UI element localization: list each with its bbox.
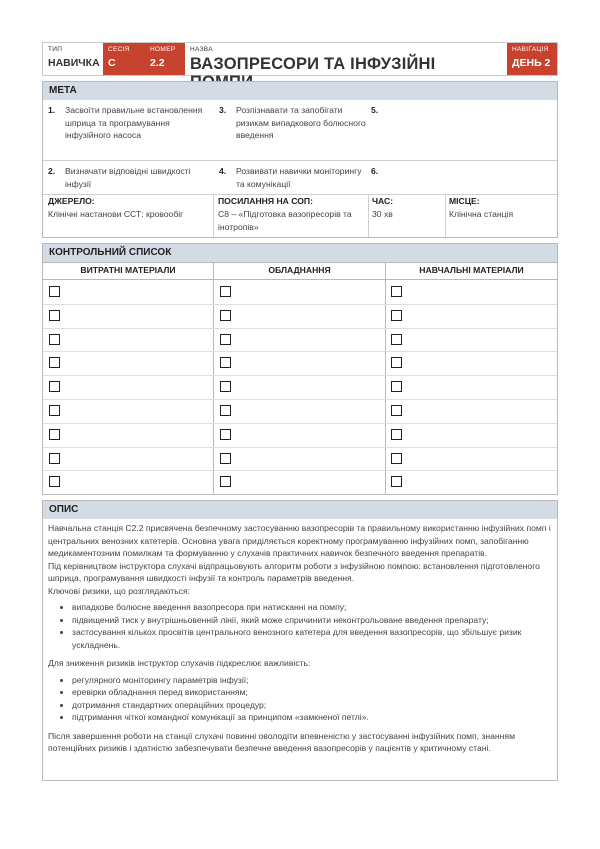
column-header-consumables: ВИТРАТНІ МАТЕРІАЛИ bbox=[80, 265, 176, 275]
checkbox-training-2[interactable] bbox=[391, 310, 402, 321]
source-value: Клінічні настанови ССТ: кровообіг bbox=[48, 209, 184, 219]
description-title: ОПИС bbox=[43, 501, 557, 519]
checkbox-consumables-9[interactable] bbox=[49, 476, 60, 487]
list-item: • регулярного моніторингу параметрів інфузії; bbox=[72, 674, 553, 687]
goal-item-2: 2. Визначати відповідні швидкості інфузії bbox=[48, 166, 191, 189]
number-label: НОМЕР bbox=[150, 46, 176, 53]
header-bar bbox=[42, 42, 558, 76]
sop-value: C8 – «Підготовка вазопресорів та інотропів» bbox=[218, 209, 352, 232]
checkbox-equipment-1[interactable] bbox=[220, 286, 231, 297]
type-label: ТИП bbox=[48, 46, 63, 53]
description-paragraph-3: Ключові ризики, що розглядаються: bbox=[48, 585, 191, 596]
checkbox-training-6[interactable] bbox=[391, 405, 402, 416]
nav-cell[interactable] bbox=[507, 43, 557, 75]
checkbox-consumables-7[interactable] bbox=[49, 429, 60, 440]
checkbox-consumables-6[interactable] bbox=[49, 405, 60, 416]
checkbox-equipment-8[interactable] bbox=[220, 453, 231, 464]
column-header-training-materials: НАВЧАЛЬНІ МАТЕРІАЛИ bbox=[419, 265, 524, 275]
goal-item-4: 4. Розвивати навички моніторингу та комунікації bbox=[219, 166, 362, 189]
list-item: • підвищений тиск у внутрішньовенній лінії, який може спричинити неконтрольоване введення препарату; bbox=[72, 614, 553, 627]
list-item: • дотримання стандартних операційних процедур; bbox=[72, 699, 553, 712]
measures-list bbox=[48, 674, 553, 724]
checkbox-training-7[interactable] bbox=[391, 429, 402, 440]
list-item: • еревірки обладнання перед використанням; bbox=[72, 686, 553, 699]
checkbox-training-8[interactable] bbox=[391, 453, 402, 464]
time-value: 30 хв bbox=[372, 209, 393, 219]
checkbox-training-1[interactable] bbox=[391, 286, 402, 297]
type-cell bbox=[43, 43, 103, 75]
session-cell bbox=[103, 43, 145, 75]
place-value: Клінічна станція bbox=[449, 209, 514, 219]
source-label: ДЖЕРЕЛО: bbox=[48, 196, 95, 206]
page-title: ВАЗОПРЕСОРИ ТА ІНФУЗІЙНІ bbox=[190, 55, 436, 73]
description-paragraph-4: Для зниження ризиків інструктор слухачів підкреслює важливість: bbox=[48, 658, 311, 668]
checklist-section bbox=[42, 243, 558, 495]
description-paragraph-1: Навчальна станція C2.2 присвячена безпечному застосуванню вазопресорів та правильному використанню інфузійних помп і центральних венозних катетерів. Основна увага приділяється коректному програмуванню інфузійних помп, запобіганню медикаментозним помилкам та формуванню у слухачів практичних навичок безпечного введення препаратів. bbox=[48, 523, 551, 558]
number-value: 2.2 bbox=[150, 57, 165, 69]
checklist-title: КОНТРОЛЬНИЙ СПИСОК bbox=[43, 244, 557, 262]
source-block bbox=[48, 196, 210, 221]
goal-item-3: 3. Розпізнавати та запобігати ризикам випадкового болюсного введення bbox=[219, 105, 366, 140]
name-label: НАЗВА bbox=[190, 46, 213, 53]
risks-list bbox=[48, 601, 553, 651]
list-item: • підтримання чіткої командної комунікації за принципом «замкненої петлі». bbox=[72, 711, 553, 724]
goal-item-1: 1. Засвоїти правильне встановлення шприца та програмування інфузійного насоса bbox=[48, 105, 203, 140]
number-cell bbox=[145, 43, 185, 75]
nav-label: НАВІГАЦІЯ bbox=[512, 46, 549, 53]
goals-section: МЕТА 1. Засвоїти правильне встановлення шприца та програмування інфузійного насоса 3. Розпізнавати та запобігати ризикам випадкового болюсного введення 5. 2. Визначати відповідні швидкості інфузії 4. Розвивати навички моніторингу та комунікації 6. ДЖЕРЕЛО: Клінічні настанови ССТ: кровообіг ПОСИЛАННЯ НА СОП: C8 – «Підготовка вазопресорів та інотропів» ЧАС: 30 хв МІСЦЕ: Клінічна станція bbox=[42, 81, 558, 238]
description-paragraph-5: Після завершення роботи на станції слухачі повинні оволодіти впевненістю у застосуванні інфузійних помп, знанням потенційних ризиків і здатністю забезпечувати безпечне введення вазопресорів у пацієнтів у критичному стані. bbox=[48, 730, 515, 753]
checkbox-consumables-5[interactable] bbox=[49, 381, 60, 392]
checkbox-training-5[interactable] bbox=[391, 381, 402, 392]
checkbox-consumables-8[interactable] bbox=[49, 453, 60, 464]
name-cell bbox=[185, 43, 507, 75]
checkbox-equipment-7[interactable] bbox=[220, 429, 231, 440]
goals-title: МЕТА bbox=[43, 82, 557, 100]
description-paragraph-2: Під керівництвом інструктора слухачі відпрацьовують алгоритм роботи з інфузійною помпою: встановлення підготовленого шприца, програмування швидкості інфузії та контроль параметрів введення. bbox=[48, 560, 540, 583]
checkbox-consumables-3[interactable] bbox=[49, 334, 60, 345]
type-value: НАВИЧКА bbox=[48, 57, 100, 69]
session-value: C bbox=[108, 57, 116, 69]
checkbox-equipment-2[interactable] bbox=[220, 310, 231, 321]
sop-label: ПОСИЛАННЯ НА СОП: bbox=[218, 196, 313, 206]
checkbox-training-4[interactable] bbox=[391, 357, 402, 368]
description-section bbox=[42, 500, 558, 781]
checkbox-consumables-4[interactable] bbox=[49, 357, 60, 368]
list-item: • випадкове болюсне введення вазопресора при натисканні на помпу; bbox=[72, 601, 553, 614]
checkbox-equipment-5[interactable] bbox=[220, 381, 231, 392]
place-label: МІСЦЕ: bbox=[449, 196, 480, 206]
description-body bbox=[48, 522, 553, 755]
checkbox-equipment-9[interactable] bbox=[220, 476, 231, 487]
checkbox-training-9[interactable] bbox=[391, 476, 402, 487]
session-label: СЕСІЯ bbox=[108, 46, 130, 53]
checkbox-equipment-4[interactable] bbox=[220, 357, 231, 368]
checkbox-equipment-3[interactable] bbox=[220, 334, 231, 345]
nav-value[interactable]: ДЕНЬ 2 bbox=[512, 57, 551, 69]
checkbox-consumables-2[interactable] bbox=[49, 310, 60, 321]
checkbox-equipment-6[interactable] bbox=[220, 405, 231, 416]
list-item: • застосування кількох просвітів центрального венозного катетера для введення вазопресорів, що збільшує ризик ускладнень. bbox=[72, 626, 553, 651]
sop-block bbox=[218, 196, 368, 233]
place-block bbox=[449, 196, 554, 221]
checkbox-consumables-1[interactable] bbox=[49, 286, 60, 297]
column-header-equipment: ОБЛАДНАННЯ bbox=[268, 265, 331, 275]
time-block bbox=[372, 196, 444, 221]
time-label: ЧАС: bbox=[372, 196, 394, 206]
checkbox-training-3[interactable] bbox=[391, 334, 402, 345]
